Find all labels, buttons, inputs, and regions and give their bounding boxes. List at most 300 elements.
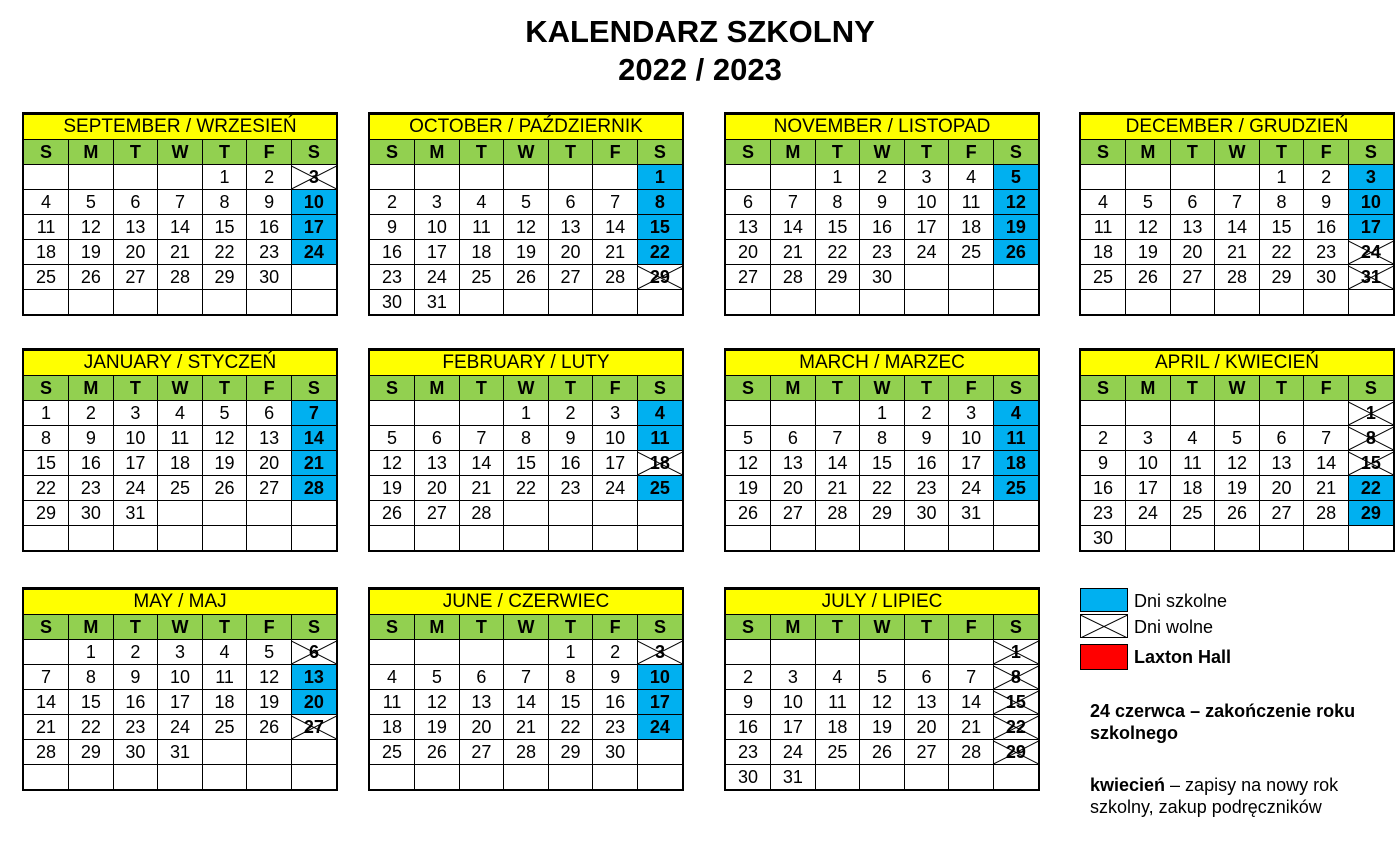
day-cell	[415, 165, 460, 190]
day-cell: 17	[949, 451, 994, 476]
day-cell: 24	[158, 715, 203, 740]
day-cell	[158, 290, 203, 315]
day-cell: 12	[726, 451, 771, 476]
day-cell: 11	[993, 426, 1038, 451]
day-cell	[247, 290, 292, 315]
day-cell	[247, 526, 292, 551]
day-cell	[459, 640, 504, 665]
day-cell: 23	[904, 476, 949, 501]
day-cell	[158, 765, 203, 790]
day-cell: 25	[1081, 265, 1126, 290]
day-cell	[771, 640, 816, 665]
day-cell	[815, 526, 860, 551]
day-cell: 7	[24, 665, 69, 690]
day-cell: 1	[993, 640, 1038, 665]
weekday-header: M	[771, 615, 816, 640]
day-cell: 18	[637, 451, 682, 476]
day-cell: 11	[202, 665, 247, 690]
day-cell: 13	[291, 665, 336, 690]
day-cell: 20	[1170, 240, 1215, 265]
day-cell	[771, 401, 816, 426]
day-cell	[593, 290, 638, 315]
day-cell	[158, 165, 203, 190]
weekday-header: S	[726, 376, 771, 401]
day-cell: 5	[247, 640, 292, 665]
day-cell: 12	[1215, 451, 1260, 476]
day-cell	[1259, 526, 1304, 551]
weekday-header: S	[1081, 140, 1126, 165]
day-cell: 9	[860, 190, 905, 215]
day-cell: 22	[637, 240, 682, 265]
weekday-header: S	[637, 140, 682, 165]
day-cell	[459, 290, 504, 315]
day-cell: 17	[1126, 476, 1171, 501]
weekday-header: S	[291, 140, 336, 165]
day-cell: 30	[1081, 526, 1126, 551]
day-cell: 31	[949, 501, 994, 526]
month-calendar	[724, 112, 1040, 316]
day-cell: 25	[815, 740, 860, 765]
weekday-header: W	[504, 140, 549, 165]
day-cell: 15	[504, 451, 549, 476]
day-cell	[904, 265, 949, 290]
day-cell: 7	[949, 665, 994, 690]
day-cell: 24	[771, 740, 816, 765]
day-cell	[904, 765, 949, 790]
day-cell: 23	[726, 740, 771, 765]
day-cell: 28	[1215, 265, 1260, 290]
day-cell: 27	[726, 265, 771, 290]
day-cell	[1170, 526, 1215, 551]
day-cell	[247, 765, 292, 790]
day-cell: 2	[904, 401, 949, 426]
day-cell: 8	[1259, 190, 1304, 215]
day-cell	[202, 765, 247, 790]
day-cell: 12	[370, 451, 415, 476]
day-cell	[1259, 401, 1304, 426]
day-cell: 4	[993, 401, 1038, 426]
day-cell	[24, 526, 69, 551]
weekday-header: M	[69, 615, 114, 640]
day-cell	[771, 526, 816, 551]
day-cell: 26	[69, 265, 114, 290]
day-cell: 8	[504, 426, 549, 451]
day-cell: 1	[637, 165, 682, 190]
day-cell: 24	[415, 265, 460, 290]
day-cell	[726, 526, 771, 551]
day-cell: 6	[1170, 190, 1215, 215]
day-cell: 4	[158, 401, 203, 426]
day-cell: 3	[771, 665, 816, 690]
weekday-header: W	[158, 615, 203, 640]
day-cell: 15	[1259, 215, 1304, 240]
day-cell	[860, 290, 905, 315]
weekday-header: F	[593, 140, 638, 165]
day-cell: 19	[247, 690, 292, 715]
weekday-header: T	[202, 376, 247, 401]
day-cell: 3	[949, 401, 994, 426]
weekday-header: T	[113, 615, 158, 640]
day-cell	[113, 526, 158, 551]
month-title: FEBRUARY / LUTY	[370, 351, 682, 376]
day-cell	[949, 765, 994, 790]
day-cell: 7	[158, 190, 203, 215]
weekday-header: T	[904, 376, 949, 401]
day-cell: 27	[415, 501, 460, 526]
day-cell: 22	[548, 715, 593, 740]
day-cell: 15	[202, 215, 247, 240]
day-cell	[548, 526, 593, 551]
day-cell	[1170, 165, 1215, 190]
day-cell: 29	[993, 740, 1038, 765]
day-cell: 6	[726, 190, 771, 215]
day-cell: 9	[1081, 451, 1126, 476]
weekday-header: M	[415, 140, 460, 165]
day-cell: 14	[158, 215, 203, 240]
month-title: MAY / MAJ	[24, 590, 336, 615]
day-cell: 8	[69, 665, 114, 690]
day-cell: 20	[459, 715, 504, 740]
day-cell: 2	[247, 165, 292, 190]
weekday-header: S	[993, 376, 1038, 401]
weekday-header: F	[949, 376, 994, 401]
day-cell: 21	[158, 240, 203, 265]
day-cell	[504, 165, 549, 190]
day-cell: 18	[949, 215, 994, 240]
day-cell: 19	[993, 215, 1038, 240]
day-cell	[593, 165, 638, 190]
day-cell: 19	[1126, 240, 1171, 265]
day-cell: 14	[459, 451, 504, 476]
weekday-header: F	[247, 140, 292, 165]
day-cell: 21	[593, 240, 638, 265]
day-cell: 23	[593, 715, 638, 740]
day-cell: 18	[993, 451, 1038, 476]
day-cell	[291, 265, 336, 290]
day-cell: 2	[593, 640, 638, 665]
legend-school-days	[1080, 588, 1380, 612]
day-cell: 17	[291, 215, 336, 240]
day-cell: 26	[993, 240, 1038, 265]
day-cell: 4	[1170, 426, 1215, 451]
weekday-header: W	[860, 140, 905, 165]
weekday-header: W	[1215, 140, 1260, 165]
day-cell: 6	[415, 426, 460, 451]
day-cell	[459, 401, 504, 426]
day-cell	[904, 640, 949, 665]
day-cell: 20	[904, 715, 949, 740]
day-cell	[113, 290, 158, 315]
day-cell	[459, 526, 504, 551]
day-cell: 6	[291, 640, 336, 665]
day-cell: 19	[726, 476, 771, 501]
day-cell	[370, 765, 415, 790]
day-cell: 5	[415, 665, 460, 690]
day-cell	[637, 290, 682, 315]
month-calendar	[368, 348, 684, 552]
weekday-header: S	[993, 140, 1038, 165]
day-cell	[1348, 526, 1393, 551]
weekday-header: T	[202, 615, 247, 640]
legend-label-laxton: Laxton Hall	[1134, 647, 1232, 667]
day-cell	[1126, 526, 1171, 551]
day-cell: 13	[904, 690, 949, 715]
day-cell: 12	[415, 690, 460, 715]
day-cell: 1	[1259, 165, 1304, 190]
day-cell: 24	[113, 476, 158, 501]
weekday-header: T	[113, 140, 158, 165]
weekday-header: T	[815, 615, 860, 640]
day-cell: 15	[637, 215, 682, 240]
weekday-header: M	[1126, 140, 1171, 165]
day-cell: 7	[459, 426, 504, 451]
day-cell	[993, 501, 1038, 526]
day-cell: 13	[771, 451, 816, 476]
day-cell	[1081, 401, 1126, 426]
day-cell: 19	[504, 240, 549, 265]
day-cell: 21	[1215, 240, 1260, 265]
day-cell	[504, 765, 549, 790]
day-cell	[1215, 165, 1260, 190]
day-cell: 12	[860, 690, 905, 715]
day-cell	[726, 165, 771, 190]
day-cell: 6	[459, 665, 504, 690]
day-cell	[593, 765, 638, 790]
day-cell: 1	[202, 165, 247, 190]
day-cell: 8	[860, 426, 905, 451]
legend-swatch-school	[1080, 588, 1128, 612]
day-cell: 4	[370, 665, 415, 690]
day-cell: 28	[771, 265, 816, 290]
weekday-header: F	[247, 615, 292, 640]
weekday-header: S	[291, 376, 336, 401]
day-cell	[415, 526, 460, 551]
legend-label-off: Dni wolne	[1134, 617, 1214, 637]
day-cell: 9	[247, 190, 292, 215]
day-cell: 12	[247, 665, 292, 690]
weekday-header: M	[415, 615, 460, 640]
day-cell: 28	[949, 740, 994, 765]
day-cell: 3	[113, 401, 158, 426]
day-cell: 30	[860, 265, 905, 290]
day-cell	[949, 290, 994, 315]
day-cell: 10	[113, 426, 158, 451]
day-cell	[69, 526, 114, 551]
day-cell: 25	[949, 240, 994, 265]
note-enrollment-month: kwiecień	[1090, 775, 1166, 795]
day-cell: 14	[593, 215, 638, 240]
day-cell	[860, 765, 905, 790]
month-calendar	[22, 348, 338, 552]
day-cell: 19	[860, 715, 905, 740]
day-cell	[1304, 526, 1349, 551]
day-cell: 10	[904, 190, 949, 215]
day-cell: 8	[548, 665, 593, 690]
day-cell: 4	[637, 401, 682, 426]
day-cell	[24, 165, 69, 190]
day-cell: 27	[1170, 265, 1215, 290]
day-cell: 14	[949, 690, 994, 715]
day-cell	[1126, 290, 1171, 315]
day-cell	[1081, 165, 1126, 190]
day-cell: 24	[949, 476, 994, 501]
day-cell: 1	[504, 401, 549, 426]
day-cell: 4	[202, 640, 247, 665]
day-cell	[202, 290, 247, 315]
day-cell	[949, 640, 994, 665]
day-cell: 28	[815, 501, 860, 526]
day-cell: 14	[815, 451, 860, 476]
day-cell	[949, 526, 994, 551]
day-cell: 15	[815, 215, 860, 240]
day-cell	[771, 165, 816, 190]
day-cell: 18	[459, 240, 504, 265]
day-cell: 9	[1304, 190, 1349, 215]
weekday-header: M	[69, 376, 114, 401]
day-cell: 2	[860, 165, 905, 190]
day-cell: 8	[993, 665, 1038, 690]
day-cell	[1348, 290, 1393, 315]
day-cell: 19	[69, 240, 114, 265]
day-cell: 5	[1126, 190, 1171, 215]
day-cell	[1170, 290, 1215, 315]
day-cell: 8	[815, 190, 860, 215]
month-calendar	[22, 112, 338, 316]
day-cell: 22	[993, 715, 1038, 740]
day-cell: 21	[1304, 476, 1349, 501]
day-cell: 24	[1348, 240, 1393, 265]
day-cell	[24, 640, 69, 665]
day-cell	[24, 290, 69, 315]
day-cell	[860, 640, 905, 665]
day-cell: 13	[1170, 215, 1215, 240]
day-cell	[415, 765, 460, 790]
day-cell	[726, 640, 771, 665]
weekday-header: F	[1304, 376, 1349, 401]
day-cell	[370, 401, 415, 426]
day-cell: 23	[1081, 501, 1126, 526]
weekday-header: T	[1259, 376, 1304, 401]
day-cell: 2	[726, 665, 771, 690]
day-cell: 9	[904, 426, 949, 451]
day-cell: 19	[415, 715, 460, 740]
day-cell: 25	[24, 265, 69, 290]
day-cell: 25	[993, 476, 1038, 501]
day-cell: 5	[69, 190, 114, 215]
weekday-header: W	[158, 376, 203, 401]
day-cell: 27	[904, 740, 949, 765]
day-cell: 12	[993, 190, 1038, 215]
day-cell: 2	[1304, 165, 1349, 190]
day-cell: 3	[1126, 426, 1171, 451]
day-cell: 11	[24, 215, 69, 240]
day-cell: 22	[815, 240, 860, 265]
day-cell: 19	[370, 476, 415, 501]
day-cell: 18	[1081, 240, 1126, 265]
day-cell: 20	[291, 690, 336, 715]
day-cell: 28	[459, 501, 504, 526]
note-enrollment-text: – zapisy na nowy rok szkolny, zakup podręczników	[1090, 775, 1339, 817]
day-cell: 29	[69, 740, 114, 765]
day-cell	[993, 265, 1038, 290]
day-cell: 8	[24, 426, 69, 451]
day-cell: 11	[815, 690, 860, 715]
day-cell: 5	[370, 426, 415, 451]
day-cell: 16	[69, 451, 114, 476]
day-cell: 1	[860, 401, 905, 426]
day-cell: 29	[815, 265, 860, 290]
day-cell: 13	[1259, 451, 1304, 476]
weekday-header: F	[593, 615, 638, 640]
day-cell: 2	[113, 640, 158, 665]
day-cell: 6	[113, 190, 158, 215]
day-cell: 7	[291, 401, 336, 426]
day-cell: 13	[415, 451, 460, 476]
day-cell	[548, 165, 593, 190]
day-cell: 15	[24, 451, 69, 476]
month-title: DECEMBER / GRUDZIEŃ	[1081, 115, 1393, 140]
day-cell	[1126, 165, 1171, 190]
day-cell: 5	[1215, 426, 1260, 451]
month-calendar	[368, 587, 684, 791]
day-cell: 7	[593, 190, 638, 215]
day-cell: 31	[415, 290, 460, 315]
day-cell: 7	[1215, 190, 1260, 215]
day-cell	[247, 501, 292, 526]
day-cell: 9	[113, 665, 158, 690]
day-cell	[504, 501, 549, 526]
weekday-header: F	[1304, 140, 1349, 165]
day-cell: 16	[1304, 215, 1349, 240]
day-cell	[291, 501, 336, 526]
day-cell: 21	[459, 476, 504, 501]
day-cell: 5	[726, 426, 771, 451]
day-cell	[637, 501, 682, 526]
day-cell: 19	[202, 451, 247, 476]
day-cell	[548, 765, 593, 790]
day-cell: 17	[1348, 215, 1393, 240]
day-cell: 20	[726, 240, 771, 265]
weekday-header: S	[291, 615, 336, 640]
day-cell	[593, 501, 638, 526]
month-calendar	[724, 587, 1040, 791]
page-title: KALENDARZ SZKOLNY	[525, 14, 875, 49]
day-cell: 8	[202, 190, 247, 215]
day-cell: 27	[548, 265, 593, 290]
day-cell: 22	[69, 715, 114, 740]
day-cell: 23	[69, 476, 114, 501]
day-cell: 17	[771, 715, 816, 740]
weekday-header: F	[247, 376, 292, 401]
day-cell: 18	[1170, 476, 1215, 501]
day-cell: 16	[726, 715, 771, 740]
day-cell: 16	[370, 240, 415, 265]
day-cell: 9	[370, 215, 415, 240]
day-cell: 22	[504, 476, 549, 501]
day-cell: 30	[69, 501, 114, 526]
day-cell: 23	[548, 476, 593, 501]
day-cell: 7	[1304, 426, 1349, 451]
day-cell	[637, 765, 682, 790]
day-cell: 12	[504, 215, 549, 240]
day-cell	[504, 526, 549, 551]
day-cell: 14	[291, 426, 336, 451]
day-cell: 3	[415, 190, 460, 215]
day-cell: 17	[593, 451, 638, 476]
day-cell: 13	[247, 426, 292, 451]
day-cell: 16	[593, 690, 638, 715]
day-cell: 9	[69, 426, 114, 451]
